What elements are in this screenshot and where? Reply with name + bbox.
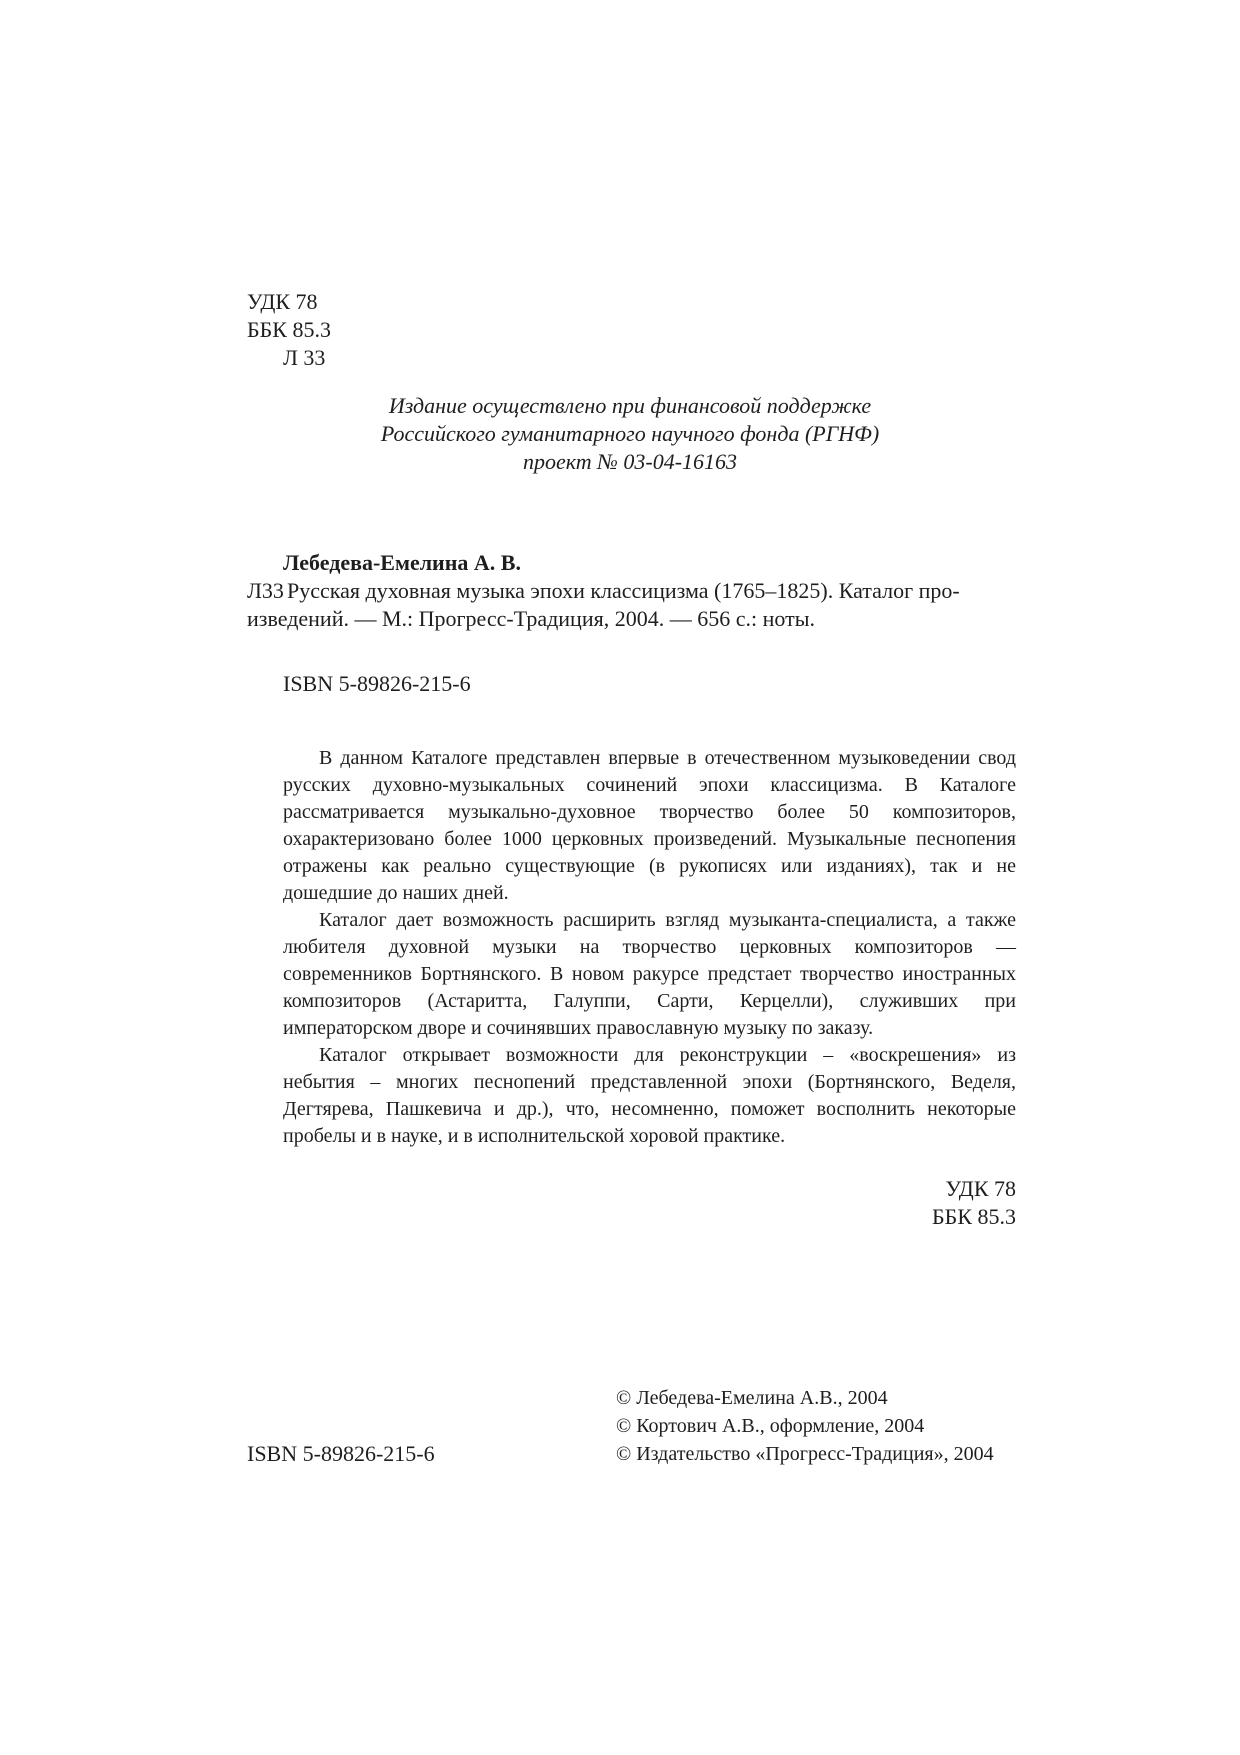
- udk-code: УДК 78: [247, 289, 318, 314]
- bib-line-1: Русская духовная музыка эпохи классицизма (1765–1825). Каталог про-: [287, 578, 960, 603]
- funding-line-1: Издание осуществлено при финансовой поддержке: [388, 393, 872, 418]
- bbk-code-bottom: ББК 85.3: [932, 1204, 1016, 1229]
- classification-top: [247, 288, 331, 372]
- copyright-line: © Лебедева-Емелина А.В., 2004: [616, 1387, 888, 1409]
- copyright-line: © Издательство «Прогресс-Традиция», 2004: [616, 1443, 994, 1465]
- isbn-top: ISBN 5-89826-215-6: [283, 671, 471, 696]
- classification-bottom: [932, 1175, 1016, 1231]
- author-mark: Л 33: [283, 345, 326, 370]
- bib-line-2: изведений. — М.: Прогресс-Традиция, 2004. — 656 с.: ноты.: [247, 606, 815, 631]
- bib-description: [247, 577, 1017, 633]
- bib-code: Л33: [247, 578, 284, 603]
- author-name: Лебедева-Емелина А. В.: [283, 550, 521, 575]
- abstract-paragraph: В данном Каталоге представлен впервые в отечественном музыковедении свод русских духовно-музыкальных сочинений эпохи классицизма. В Каталоге рассматривается музыкально-духовное творчество более 50 композиторов, охарактеризовано более 1000 церковных произведений. Музыкальные песнопения отражены как реально существующие (в рукописях или изданиях), так и не дошедшие до наших дней.: [283, 747, 1016, 904]
- abstract: [283, 745, 1016, 1150]
- isbn-bottom: ISBN 5-89826-215-6: [247, 1441, 435, 1466]
- abstract-paragraph: Каталог открывает возможности для реконструкции – «воскрешения» из небытия – многих песнопений представленной эпохи (Бортнянского, Веделя, Дегтярева, Пашкевича и др.), что, несомненно, поможет восполнить некоторые пробелы и в науке, и в исполнительской хоровой практике.: [283, 1044, 1016, 1147]
- bibliographic-entry: [247, 549, 1017, 633]
- funding-note: [330, 392, 930, 476]
- copyright-block: [616, 1384, 994, 1468]
- bbk-code: ББК 85.3: [247, 317, 331, 342]
- copyright-line: © Кортович А.В., оформление, 2004: [616, 1415, 925, 1437]
- abstract-paragraph: Каталог дает возможность расширить взгляд музыканта-специалиста, а также любителя духовной музыки на творчество церковных композиторов — современников Бортнянского. В новом ракурсе предстает творчество иностранных композиторов (Астаритта, Галуппи, Сарти, Керцелли), служивших при императорском дворе и сочинявших православную музыку по заказу.: [283, 909, 1016, 1039]
- funding-line-3: проект № 03-04-16163: [522, 449, 738, 474]
- funding-line-2: Российского гуманитарного научного фонда (РГНФ): [380, 421, 880, 446]
- udk-code-bottom: УДК 78: [945, 1176, 1016, 1201]
